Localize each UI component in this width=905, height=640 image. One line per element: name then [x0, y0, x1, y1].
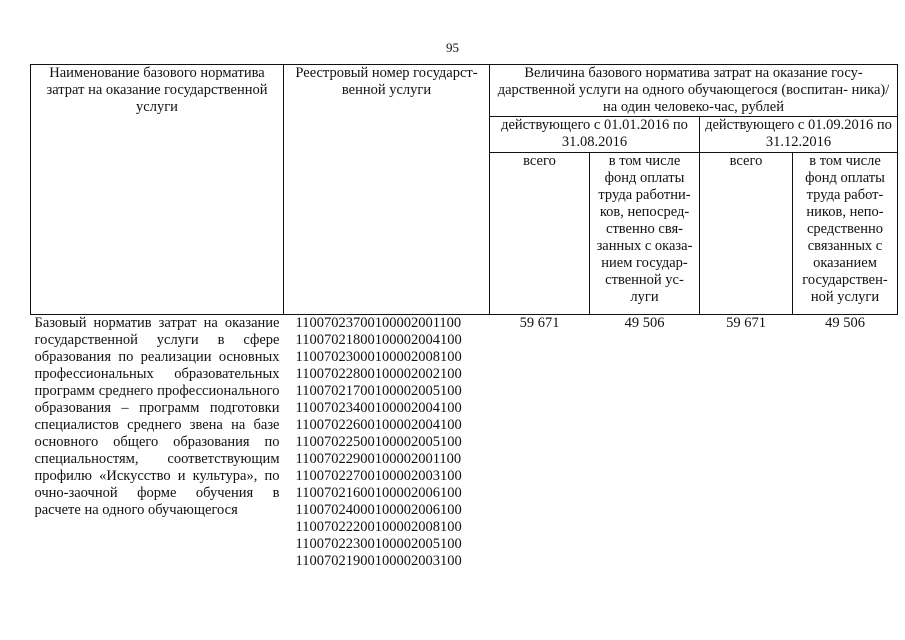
header-p1-total: всего: [490, 153, 590, 315]
registry-code: 11007021900100002003100: [295, 553, 462, 569]
registry-code: 11007021700100002005100: [295, 383, 462, 399]
value-p1-incl: 49 506: [624, 315, 665, 331]
value-p1-total: 59 671: [519, 315, 560, 331]
header-period-1: действующего с 01.01.2016 по 31.08.2016: [490, 117, 700, 153]
header-p2-incl: в том числе фонд оплаты труда работ- ников, непо- средственно связанных с оказанием государствен- ной услуги: [793, 153, 898, 315]
registry-code: 11007023400100002004100: [295, 400, 462, 416]
header-p2-total: всего: [700, 153, 793, 315]
registry-code: 11007022300100002005100: [295, 536, 462, 552]
header-p1-incl: в том числе фонд оплаты труда работни- ков, непосред- ственно свя- занных с оказа- нием государ- ственной ус- луги: [590, 153, 700, 315]
service-name: Базовый норматив затрат на оказание государственной услуги в сфере образования по реализации основных профессиональных образовательных программ среднего профессионального образования – программ подготовки специалистов среднего звена на базе основного общего образования по специальностям, соответствующим профилю «Искусство и культура», по очно-заочной форме обучения в расчете на одного обучающегося: [34, 315, 280, 518]
header-name: Наименование базового норматива затрат на оказание государственной услуги: [31, 65, 284, 315]
header-registry: Реестровый номер государст- венной услуги: [284, 65, 490, 315]
registry-code: 11007023700100002001100: [295, 315, 462, 331]
value-p2-total: 59 671: [726, 315, 766, 331]
registry-code: 11007023000100002008100: [295, 349, 462, 365]
registry-code: 11007024000100002006100: [295, 502, 462, 518]
page-number: 95: [446, 40, 459, 55]
registry-code: 11007022800100002002100: [295, 366, 462, 382]
registry-code: 11007022900100002001100: [295, 451, 462, 467]
header-period-2: действующего с 01.09.2016 по 31.12.2016: [700, 117, 898, 153]
cost-norm-table: [30, 64, 898, 570]
registry-code: 11007022500100002005100: [295, 434, 462, 450]
registry-code: 11007022200100002008100: [295, 519, 462, 535]
value-p2-incl: 49 506: [825, 315, 865, 331]
table-row: [31, 315, 898, 571]
registry-code: 11007021800100002004100: [295, 332, 462, 348]
registry-code: 11007022700100002003100: [295, 468, 462, 484]
registry-codes: [284, 315, 490, 571]
registry-code: 11007022600100002004100: [295, 417, 462, 433]
header-cost-norm: Величина базового норматива затрат на оказание госу- дарственной услуги на одного обучающегося (воспитан- ника)/ на один человеко-час, рублей: [490, 65, 898, 117]
registry-code: 11007021600100002006100: [295, 485, 462, 501]
